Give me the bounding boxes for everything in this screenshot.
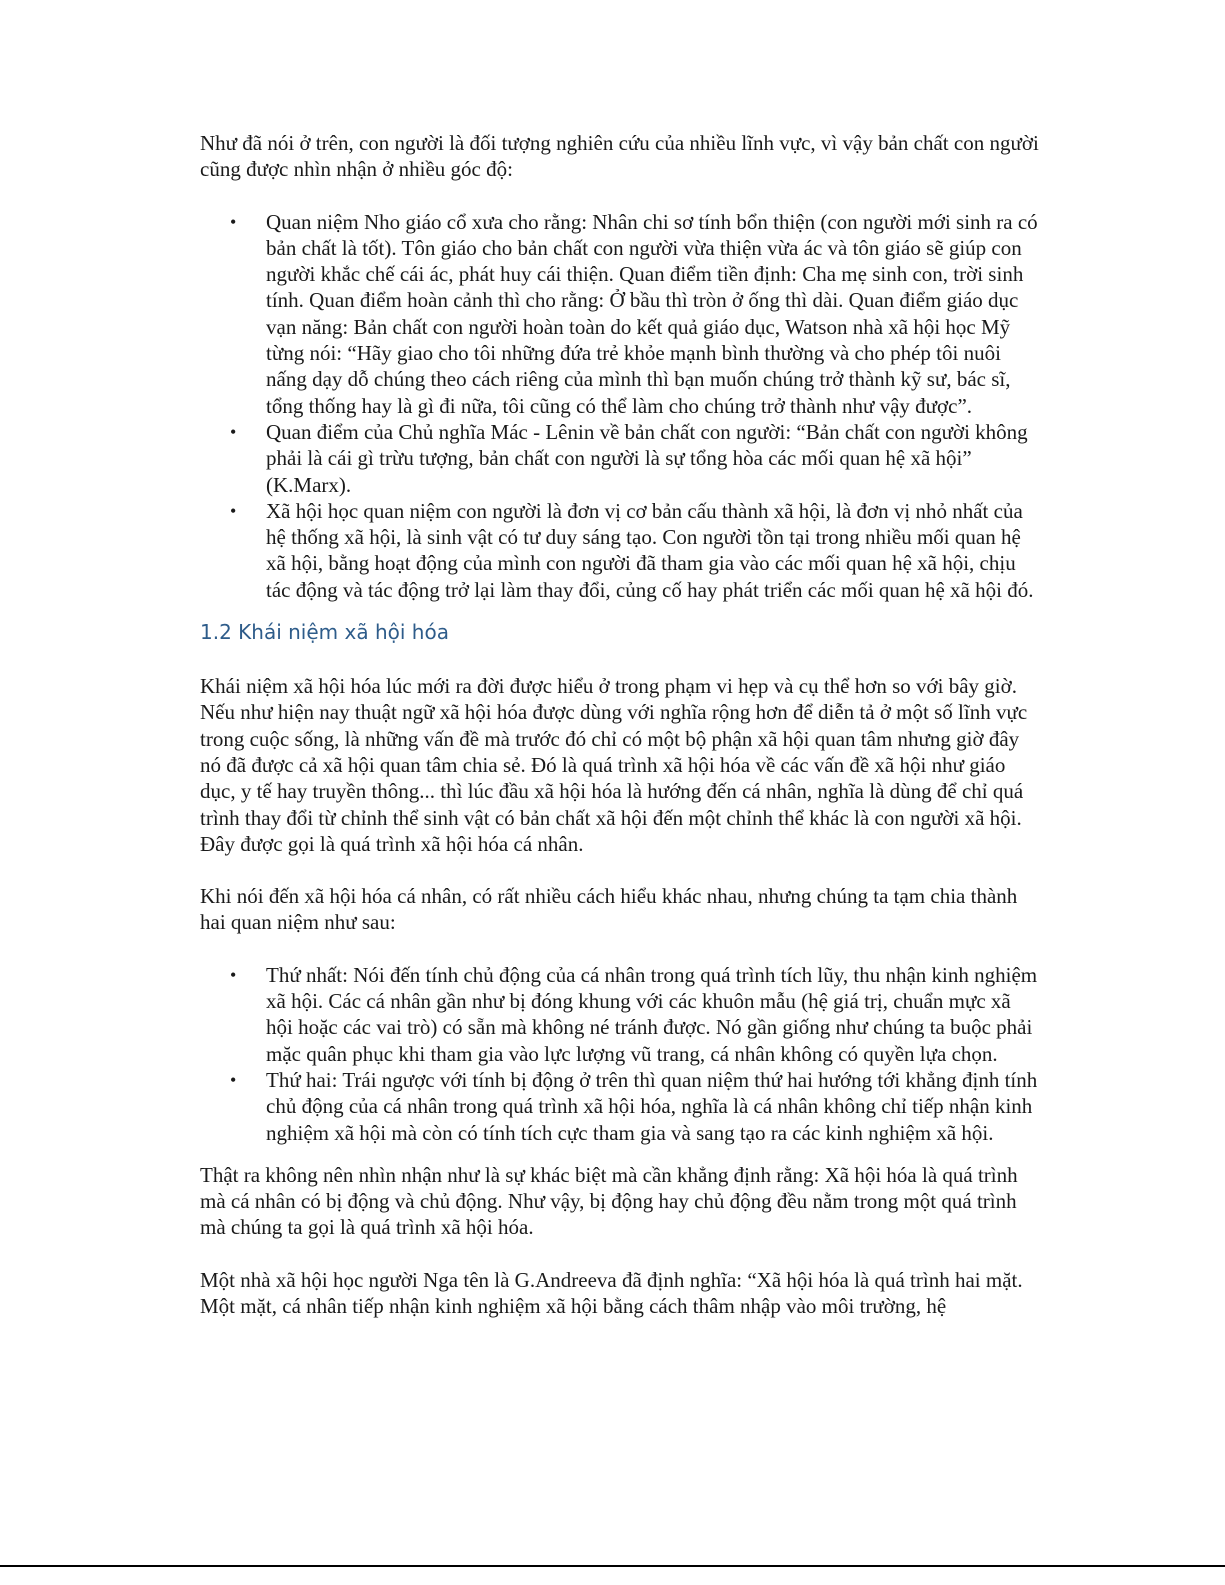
page-bottom-rule [0, 1565, 1225, 1567]
list-item-text: Quan điểm của Chủ nghĩa Mác - Lênin về bản chất con người: “Bản chất con người không phải là cái gì trừu tượng, bản chất con người là sự tổng hòa các mối quan hệ xã hội” (K.Marx). [266, 419, 1028, 497]
list-item-text: Xã hội học quan niệm con người là đơn vị cơ bản cấu thành xã hội, là đơn vị nhỏ nhất của hệ thống xã hội, là sinh vật có tư duy sáng tạo. Con người tồn tại trong nhiều mối quan hệ xã hội, bằng hoạt động của mình con người đã tham gia vào các mối quan hệ xã hội, chịu tác động và tác động trở lại làm thay đổi, củng cố hay phát triển các mối quan hệ xã hội đó. [266, 498, 1034, 602]
list-item [230, 1067, 1042, 1146]
andreeva-paragraph: Một nhà xã hội học người Nga tên là G.Andreeva đã định nghĩa: “Xã hội hóa là quá trình hai mặt. Một mặt, cá nhân tiếp nhận kinh nghiệm xã hội bằng cách thâm nhập vào môi trường, hệ [200, 1267, 1023, 1318]
list-item [230, 498, 1042, 603]
conclusion-paragraph: Thật ra không nên nhìn nhận như là sự khác biệt mà cần khẳng định rằng: Xã hội hóa là quá trình mà cá nhân có bị động và chủ động. Như vậy, bị động hay chủ động đều nằm trong một quá trình mà chúng ta gọi là quá trình xã hội hóa. [200, 1162, 1018, 1240]
list-item [230, 419, 1042, 498]
list-item [230, 209, 1042, 419]
bullet-icon: • [230, 964, 237, 985]
list-item-text: Thứ nhất: Nói đến tính chủ động của cá nhân trong quá trình tích lũy, thu nhận kinh nghiệm xã hội. Các cá nhân gần như bị đóng khung với các khuôn mẫu (hệ giá trị, chuẩn mực xã hội hoặc các vai trò) có sẵn mà không né tránh được. Nó gần giống như chúng ta buộc phải mặc quân phục khi tham gia vào lực lượng vũ trang, cá nhân không có quyền lựa chọn. [266, 962, 1038, 1066]
two-views-paragraph: Khi nói đến xã hội hóa cá nhân, có rất nhiều cách hiểu khác nhau, nhưng chúng ta tạm chia thành hai quan niệm như sau: [200, 884, 1018, 935]
bullet-icon: • [230, 211, 237, 232]
intro-paragraph: Như đã nói ở trên, con người là đối tượng nghiên cứu của nhiều lĩnh vực, vì vậy bản chất con người cũng được nhìn nhận ở nhiều góc độ: [200, 131, 1039, 182]
bullet-icon: • [230, 1069, 237, 1090]
section-heading: 1.2 Khái niệm xã hội hóa [200, 620, 449, 645]
document-page [200, 130, 1042, 1345]
socialization-definition-paragraph: Khái niệm xã hội hóa lúc mới ra đời được hiểu ở trong phạm vi hẹp và cụ thể hơn so với bây giờ. Nếu như hiện nay thuật ngữ xã hội hóa được dùng với nghĩa rộng hơn để diễn tả ở một số lĩnh vực trong cuộc sống, là những vấn đề mà trước đó chỉ có một bộ phận xã hội quan tâm nhưng giờ đây nó đã được cả xã hội quan tâm chia sẻ. Đó là quá trình xã hội hóa về các vấn đề xã hội như giáo dục, y tế hay truyền thông... thì lúc đầu xã hội hóa là hướng đến cá nhân, nghĩa là dùng để chỉ quá trình thay đổi từ chỉnh thể sinh vật có bản chất xã hội đến một chỉnh thể khác là con người xã hội. Đây được gọi là quá trình xã hội hóa cá nhân. [200, 674, 1028, 856]
two-views-list [200, 962, 1042, 1146]
bullet-icon: • [230, 421, 237, 442]
list-item-text: Quan niệm Nho giáo cổ xưa cho rằng: Nhân chi sơ tính bổn thiện (con người mới sinh ra có bản chất là tốt). Tôn giáo cho bản chất con người vừa thiện vừa ác và tôn giáo sẽ giúp con người khắc chế cái ác, phát huy cái thiện. Quan điểm tiền định: Cha mẹ sinh con, trời sinh tính. Quan điểm hoàn cảnh thì cho rằng: Ở bầu thì tròn ở ống thì dài. Quan điểm giáo dục vạn năng: Bản chất con người hoàn toàn do kết quả giáo dục, Watson nhà xã hội học Mỹ từng nói: “Hãy giao cho tôi những đứa trẻ khỏe mạnh bình thường và cho phép tôi nuôi nấng dạy dỗ chúng theo cách riêng của mình thì bạn muốn chúng trở thành kỹ sư, bác sĩ, tổng thống hay là gì đi nữa, tôi cũng có thể làm cho chúng trở thành như vậy được”. [266, 209, 1038, 418]
human-nature-list [200, 209, 1042, 603]
bullet-icon: • [230, 500, 237, 521]
list-item-text: Thứ hai: Trái ngược với tính bị động ở trên thì quan niệm thứ hai hướng tới khẳng định tính chủ động của cá nhân trong quá trình xã hội hóa, nghĩa là cá nhân không chỉ tiếp nhận kinh nghiệm xã hội mà còn có tính tích cực tham gia và sang tạo ra các kinh nghiệm xã hội. [266, 1067, 1038, 1145]
list-item [230, 962, 1042, 1067]
